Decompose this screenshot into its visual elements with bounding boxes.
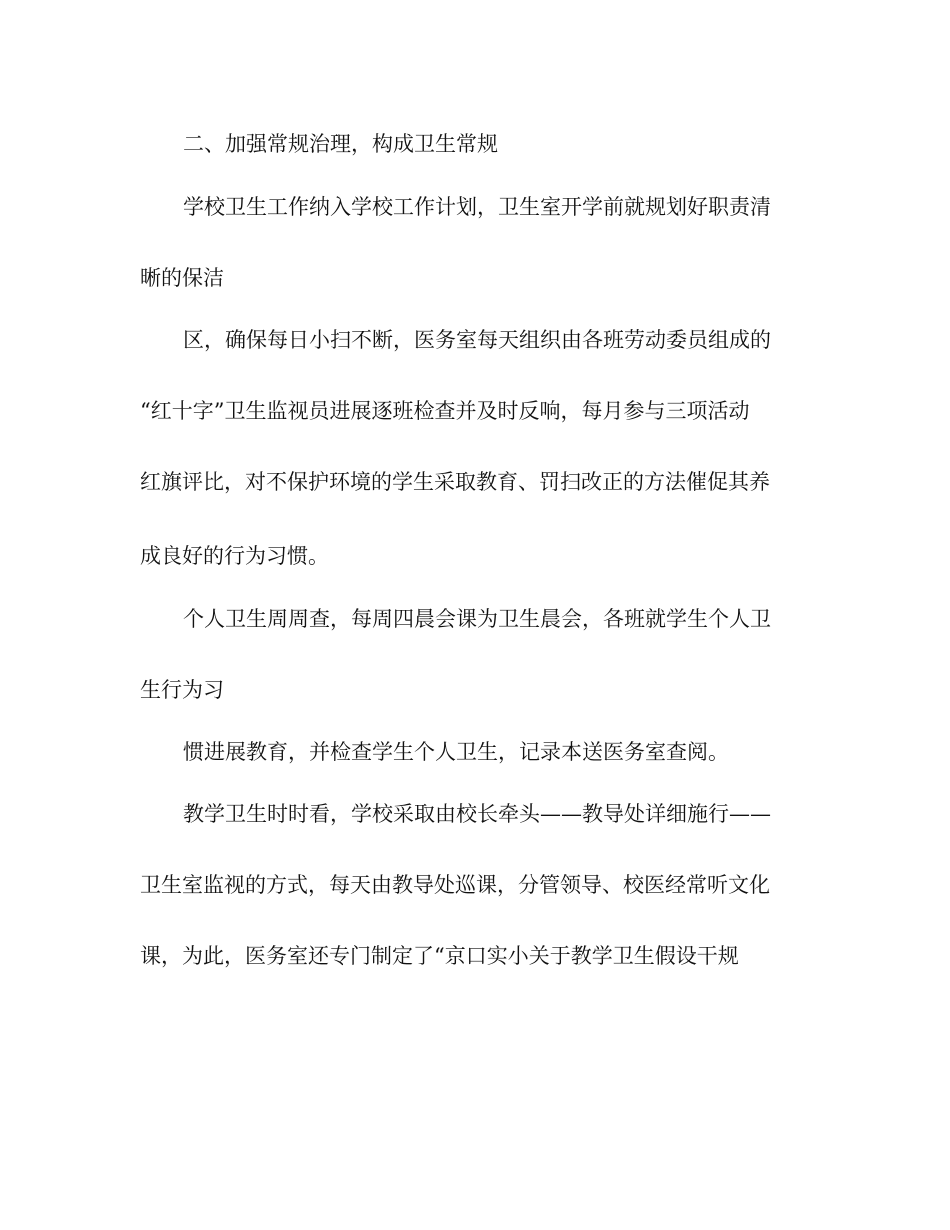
- paragraph-line: “红十字”卫生监视员进展逐班检查并及时反响，每月参与三项活动: [140, 399, 750, 423]
- paragraph-line: 个人卫生周周查，每周四晨会课为卫生晨会，各班就学生个人卫: [183, 607, 771, 631]
- paragraph-line: 区，确保每日小扫不断，医务室每天组织由各班劳动委员组成的: [183, 328, 771, 352]
- paragraph-line: 惯进展教育，并检查学生个人卫生，记录本送医务室查阅。: [183, 740, 729, 764]
- paragraph-line: 生行为习: [140, 678, 224, 702]
- paragraph-line: 红旗评比，对不保护环境的学生采取教育、罚扫改正的方法催促其养: [140, 470, 770, 494]
- paragraph-line: 课，为此，医务室还专门制定了“京口实小关于教学卫生假设干规: [140, 944, 739, 968]
- paragraph-line: 晰的保洁: [140, 266, 224, 290]
- paragraph-line: 卫生室监视的方式，每天由教导处巡课，分管领导、校医经常听文化: [140, 873, 770, 897]
- paragraph-line: 成良好的行为习惯。: [140, 544, 329, 568]
- section-heading: 二、加强常规治理，构成卫生常规: [183, 132, 498, 156]
- paragraph-line: 教学卫生时时看，学校采取由校长牵头——教导处详细施行——: [183, 802, 771, 826]
- paragraph-line: 学校卫生工作纳入学校工作计划，卫生室开学前就规划好职责清: [183, 195, 771, 219]
